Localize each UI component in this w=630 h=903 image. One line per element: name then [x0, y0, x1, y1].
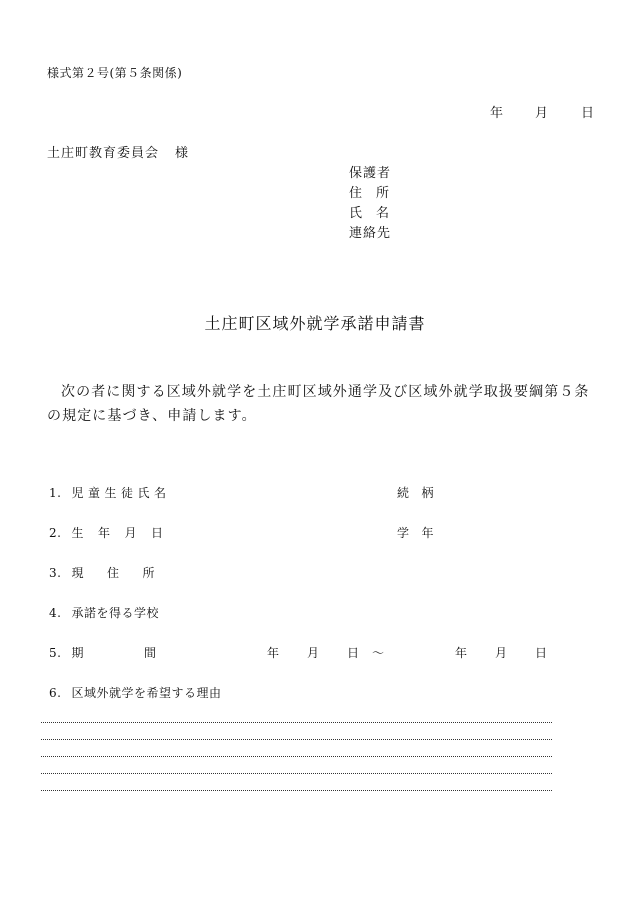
item-approving-school: 4. 承諾を得る学校 [49, 606, 159, 620]
period-to-year: 年 [455, 646, 468, 660]
body-line-2: の規定に基づき、申請します。 [47, 408, 257, 424]
form-number: 様式第２号(第５条関係) [47, 66, 183, 80]
item-current-address: 3. 現 住 所 [49, 566, 155, 580]
reason-dotted-line [41, 756, 552, 757]
period-from-year: 年 [267, 646, 280, 660]
date-month: 月 [535, 106, 549, 121]
date-day: 日 [581, 106, 595, 121]
period-to-month: 月 [495, 646, 508, 660]
addressee-name: 土庄町教育委員会 [47, 146, 160, 161]
item-relationship-label: 続 柄 [397, 486, 435, 500]
reason-dotted-line [41, 739, 552, 740]
item-student-name: 1. 児 童 生 徒 氏 名 [49, 486, 167, 500]
guardian-name-label: 氏 名 [349, 206, 391, 221]
item-period: 5. 期 間 [49, 646, 157, 660]
guardian-contact-label: 連絡先 [349, 226, 392, 241]
reason-dotted-line [41, 790, 552, 791]
period-from-day: 日 [347, 646, 360, 660]
item-birthdate: 2. 生 年 月 日 [49, 526, 164, 540]
reason-dotted-line [41, 773, 552, 774]
document-title: 土庄町区域外就学承諾申請書 [204, 314, 426, 333]
addressee-honorific: 様 [175, 146, 190, 161]
period-separator: ～ [372, 646, 385, 660]
period-from-month: 月 [307, 646, 320, 660]
date-year: 年 [490, 106, 504, 121]
item-grade-label: 学 年 [397, 526, 435, 540]
guardian-address-label: 住 所 [349, 186, 391, 201]
addressee [47, 147, 189, 160]
reason-dotted-line [41, 722, 552, 723]
guardian-label: 保護者 [349, 166, 392, 181]
body-text [47, 380, 597, 428]
period-to-day: 日 [535, 646, 548, 660]
item-reason: 6. 区域外就学を希望する理由 [49, 686, 222, 700]
body-line-1: 次の者に関する区域外就学を土庄町区域外通学及び区域外就学取扱要綱第５条 [61, 384, 590, 400]
